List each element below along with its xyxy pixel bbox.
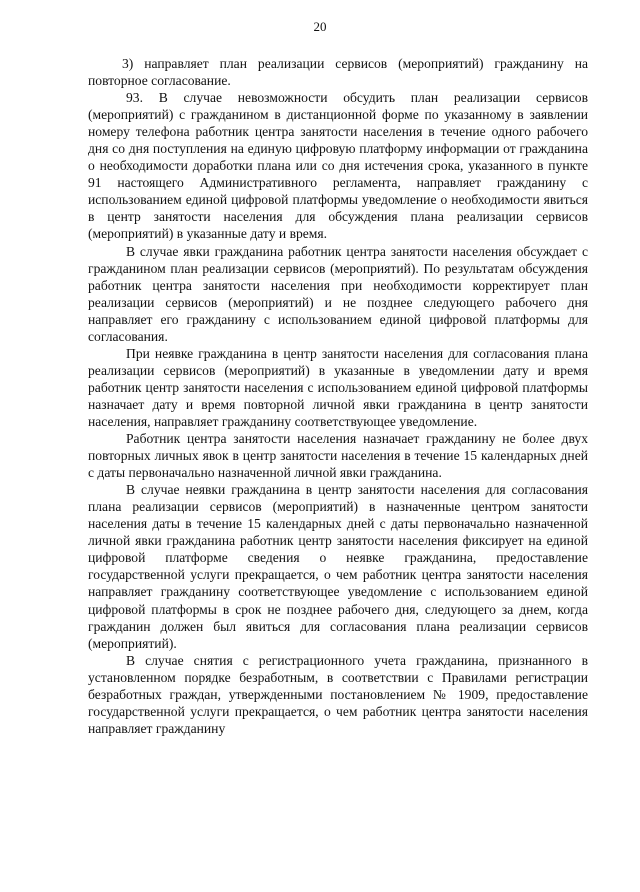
paragraph-93: 93. В случае невозможности обсудить план реализации сервисов (мероприятий) с гражданином в дистанционной форме по указанному в заявлении номеру телефона работник центра занятости населения в течение одного рабочего дня со дня поступления на единую цифровую платформу информации от гражданина о необходимости доработки плана или со дня истечения срока, указанного в пункте 91 настоящего Административного регламента, направляет гражданину с использованием единой цифровой платформы уведомление о необходимости явиться в центр занятости населения для обсуждения плана реализации сервисов (мероприятий) в указанные дату и время.: [88, 90, 588, 242]
page-number: 20: [313, 19, 327, 34]
paragraph-non-attendance: При неявке гражданина в центр занятости населения для согласования плана реализации сервисов (мероприятий) в указанные в уведомлении дату и время работник центр занятости населения с использованием единой цифровой платформы назначает дату и время повторной личной явки гражданина в центр занятости населения, направляет гражданину соответствующее уведомление.: [88, 345, 588, 429]
paragraph-repeat-visits: Работник центра занятости населения назначает гражданину не более двух повторных личных явок в центр занятости населения в течение 15 календарных дней с даты первоначально назначенной личной явки гражданина.: [88, 431, 588, 481]
document-body: [88, 55, 588, 737]
paragraph-termination: В случае неявки гражданина в центр занятости населения для согласования плана реализации сервисов (мероприятий) в назначенные центром занятости населения даты в течение 15 календарных дней с даты первоначально назначенной личной явки гражданина работник центр занятости населения фиксирует на единой цифровой платформе сведения о неявке гражданина, предоставление государственной услуги прекращается, о чем работник центра занятости населения направляет гражданину соответствующее уведомление с использованием единой цифровой платформы в срок не позднее рабочего дня, следующего за днем, когда гражданин должен был явиться для согласования плана реализации сервисов (мероприятий).: [88, 482, 588, 651]
paragraph-deregistration: В случае снятия с регистрационного учета гражданина, признанного в установленном порядке безработным, в соответствии с Правилами регистрации безработных граждан, утвержденными постановлением № 1909, предоставление государственной услуги прекращается, о чем работник центра занятости населения направляет гражданину: [88, 652, 588, 736]
paragraph-item-3: 3) направляет план реализации сервисов (мероприятий) гражданину на повторное согласование.: [88, 56, 588, 89]
paragraph-attendance: В случае явки гражданина работник центра занятости населения обсуждает с гражданином план реализации сервисов (мероприятий). По результатам обсуждения работник центра занятости населения при необходимости корректирует план реализации сервисов (мероприятий) и не позднее следующего рабочего дня направляет его гражданину с использованием единой цифровой платформы для согласования.: [88, 243, 588, 344]
